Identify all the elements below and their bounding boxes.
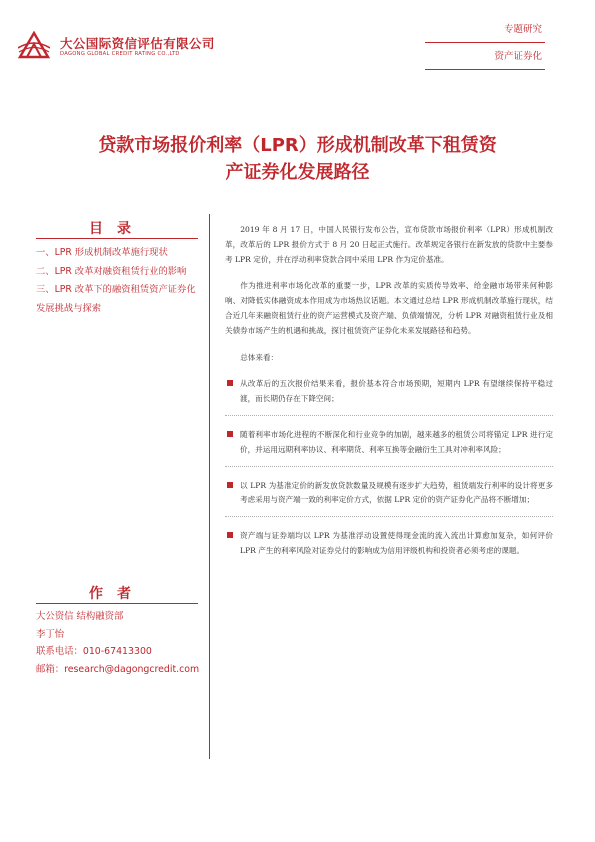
author-name: 李丁怡 [36, 628, 65, 640]
column-divider [209, 214, 210, 759]
report-title [40, 132, 555, 186]
author-phone: 联系电话：010-67413300 [36, 646, 152, 657]
summary-bullet [225, 529, 553, 559]
summary-bullet [225, 377, 553, 407]
bullet-square-icon [227, 380, 233, 386]
table-of-contents [36, 244, 196, 318]
report-title-line: 贷款市场报价利率（LPR）形成机制改革下租赁资 [98, 135, 497, 156]
author-divider [36, 603, 198, 604]
author-email[interactable]: 邮箱：research@dagongcredit.com [36, 663, 200, 675]
report-category-tag: 资产证券化 [494, 51, 542, 62]
bullet-square-icon [227, 532, 233, 538]
bullet-square-icon [227, 482, 233, 488]
company-name-cn: 大公国际资信评估有限公司 [60, 36, 215, 51]
dagong-logo-icon [18, 30, 50, 60]
summary-bullet [225, 428, 553, 458]
bullet-text: 资产端与证券端均以 LPR 为基准浮动设置使得现金流的流入流出计算愈加复杂，如何评价 LPR 产生的利率风险对证券兑付的影响成为信用评级机构和投资者必须考虑的课题。 [240, 531, 553, 555]
report-type-tag: 专题研究 [503, 24, 542, 35]
toc-divider [36, 238, 198, 239]
header-divider [425, 69, 545, 70]
bullet-divider [225, 516, 553, 517]
header-tags [425, 20, 545, 74]
bullet-square-icon [227, 431, 233, 437]
author-dept: 大公资信 结构融资部 [36, 611, 124, 622]
bullet-text: 以 LPR 为基准定价的新发放贷款数量及规模有逐步扩大趋势，租赁端发行利率的设计将更多考虑采用与资产端一致的利率定价方式，依据 LPR 定价的资产证券化产品将不断增加； [240, 480, 553, 505]
toc-heading: 目录 [89, 221, 145, 237]
author-heading: 作者 [89, 586, 145, 602]
bullet-divider [225, 466, 553, 467]
company-name-en: DAGONG GLOBAL CREDIT RATING CO.,LTD [60, 51, 180, 57]
bullet-text: 从改革后的五次报价结果来看，报价基本符合市场预期，短期内 LPR 有望继续保持平稳过渡，而长期仍存在下降空间； [240, 379, 553, 404]
header-divider [425, 42, 545, 43]
bullet-text: 随着利率市场化进程的不断深化和行业竞争的加剧，越来越多的租赁公司将锚定 LPR 进行定价，并运用远期利率协议、利率期货、利率互换等金融衍生工具对冲利率风险； [240, 429, 553, 454]
bullet-divider [225, 415, 553, 416]
body-paragraph: 总体来看： [240, 352, 279, 362]
report-body [225, 223, 553, 559]
body-paragraph: 作为推进利率市场化改革的重要一步，LPR 改革的实质传导效率、给金融市场带来何种影响、对降低实体融资成本作用成为市场热议话题。本文通过总结 LPR 形成机制改革施行现状，结合近几年来融资租赁行业的资产运营模式及资产端、负债端情况，分析 LPR 对融资租赁行业及相关债券市场产生的机遇和挑战，探讨租赁资产证券化未来发展路径和趋势。 [225, 281, 553, 335]
report-title-line: 产证券化发展路径 [225, 162, 370, 183]
author-block [36, 608, 206, 678]
toc-item[interactable]: 一、LPR 形成机制改革施行现状 [36, 247, 168, 258]
body-paragraph: 2019 年 8 月 17 日，中国人民银行发布公告，宣布贷款市场报价利率（LPR）形成机制改革，改革后的 LPR 报价方式于 8 月 20 日起正式施行。改革规定各银行在新发放的贷款中主要参考 LPR 定价，并在浮动利率贷款合同中采用 LPR 作为定价基准。 [225, 225, 553, 264]
toc-item[interactable]: 二、LPR 改革对融资租赁行业的影响 [36, 265, 187, 277]
toc-item[interactable]: 三、LPR 改革下的融资租赁资产证券化发展挑战与探索 [36, 284, 196, 314]
summary-bullet [225, 479, 553, 509]
